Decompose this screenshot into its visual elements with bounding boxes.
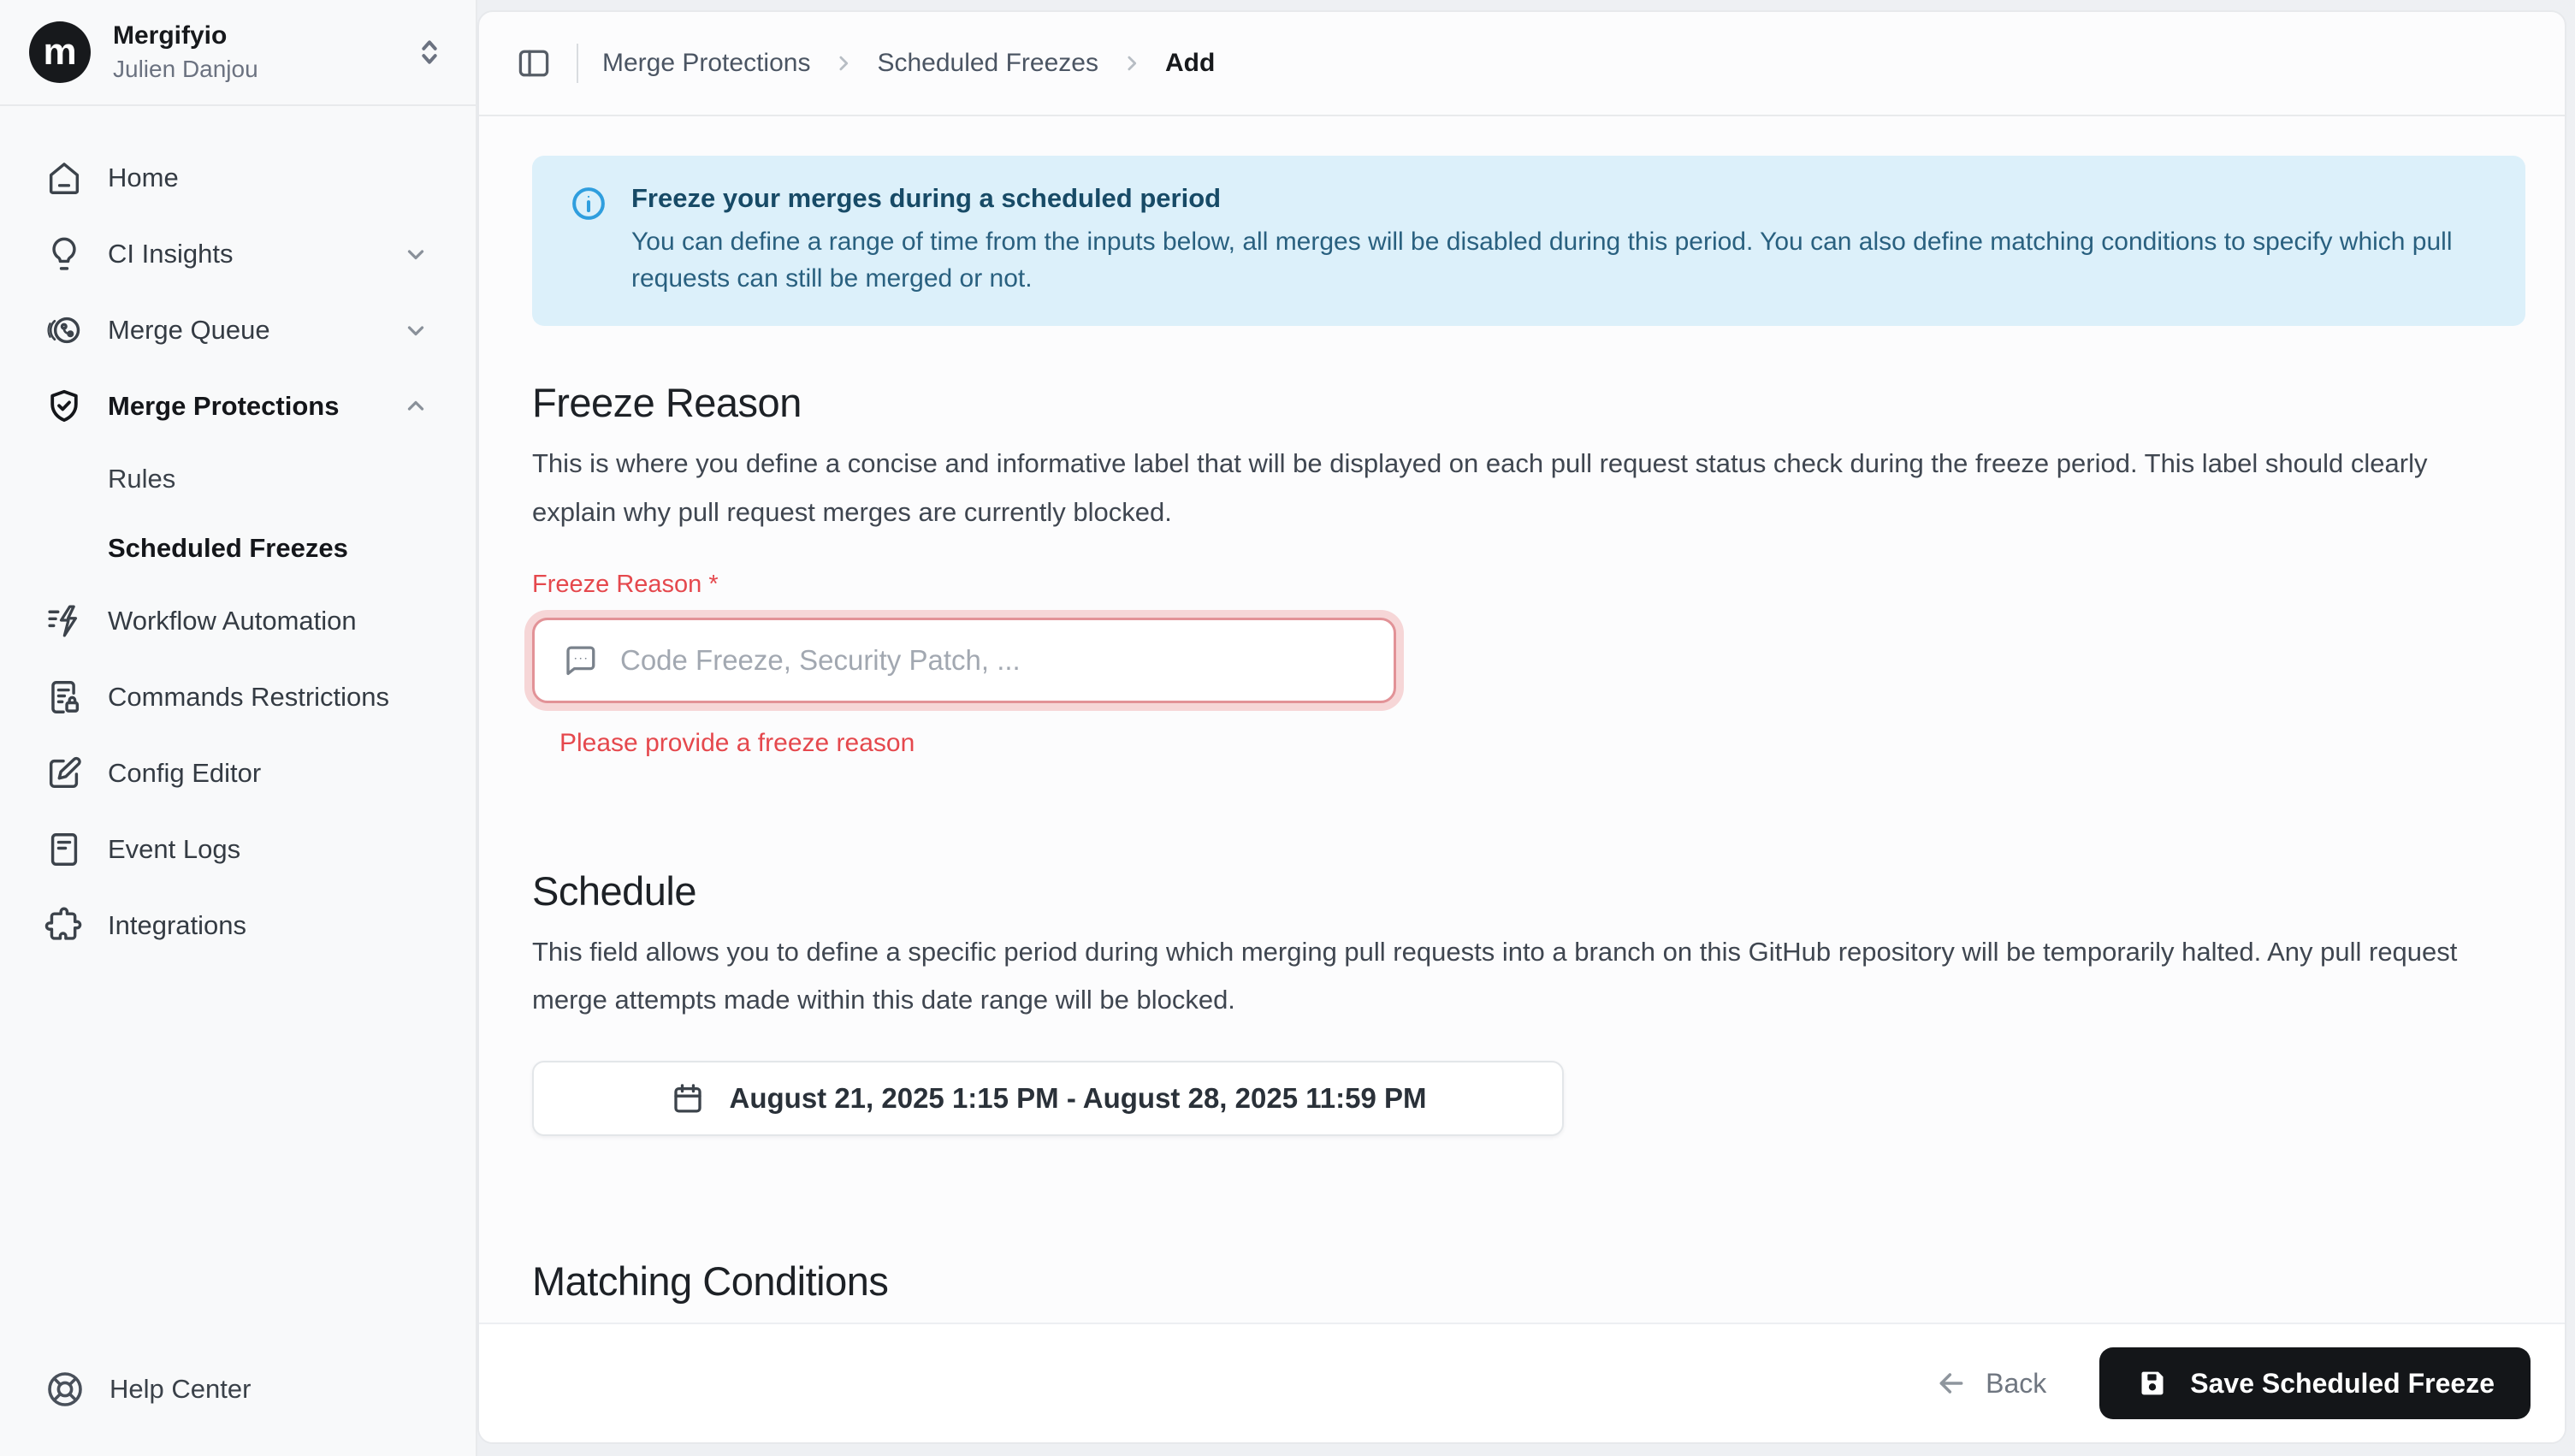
merge-queue-icon xyxy=(44,311,84,350)
page-content xyxy=(479,116,2565,1442)
sidebar-toggle-button[interactable] xyxy=(515,44,553,82)
schedule-title: Schedule xyxy=(532,868,696,914)
mergify-logo: m xyxy=(29,21,91,83)
sidebar-item-label: Config Editor xyxy=(108,758,262,788)
puzzle-icon xyxy=(44,906,84,945)
breadcrumb-current: Add xyxy=(1164,49,1216,77)
freeze-reason-input[interactable] xyxy=(620,644,1366,677)
sidebar-item-workflow-automation[interactable] xyxy=(21,587,455,655)
back-button[interactable] xyxy=(1934,1366,2046,1400)
org-name: Mergifyio xyxy=(113,21,228,50)
document-lines-icon xyxy=(44,830,84,869)
breadcrumb-scheduled-freezes[interactable]: Scheduled Freezes xyxy=(877,49,1098,77)
lifebuoy-icon xyxy=(44,1369,86,1410)
calendar-icon xyxy=(670,1080,706,1116)
freeze-reason-title: Freeze Reason xyxy=(532,380,802,426)
chevron-up-icon xyxy=(400,391,431,422)
sidebar xyxy=(0,0,477,1456)
sidebar-item-label: Merge Queue xyxy=(108,315,270,345)
main-panel xyxy=(477,10,2566,1444)
lightbulb-icon xyxy=(44,234,84,274)
save-label: Save Scheduled Freeze xyxy=(2190,1367,2495,1399)
schedule-description: This field allows you to define a specific period during which merging pull requests into a branch on this GitHub repository will be temporarily halted. Any pull request merge attempts made within this date range will be blocked. xyxy=(532,937,2458,1015)
sidebar-item-label: Scheduled Freezes xyxy=(108,533,348,563)
chevron-down-icon xyxy=(400,315,431,346)
matching-conditions-title: Matching Conditions xyxy=(532,1258,889,1304)
breadcrumb xyxy=(602,49,1215,78)
save-icon xyxy=(2135,1366,2170,1400)
sidebar-nav xyxy=(0,106,476,1353)
breadcrumb-bar xyxy=(479,12,2565,116)
sidebar-item-label: Workflow Automation xyxy=(108,606,357,636)
back-label: Back xyxy=(1986,1367,2047,1399)
freeze-reason-section xyxy=(532,379,2524,758)
info-banner xyxy=(532,156,2525,326)
date-range-button[interactable] xyxy=(532,1061,1564,1136)
help-center-label: Help Center xyxy=(110,1374,252,1404)
chevron-right-icon xyxy=(1119,50,1145,76)
document-lock-icon xyxy=(44,678,84,717)
sidebar-item-commands-restrictions[interactable] xyxy=(21,663,455,731)
sidebar-item-label: Rules xyxy=(108,464,176,494)
workflow-zap-icon xyxy=(44,601,84,641)
sidebar-item-event-logs[interactable] xyxy=(21,815,455,884)
freeze-reason-input-wrap xyxy=(532,618,1396,703)
org-switcher[interactable] xyxy=(0,0,476,106)
date-range-label: August 21, 2025 1:15 PM - August 28, 2025 11:59 PM xyxy=(729,1081,1427,1114)
shield-check-icon xyxy=(44,387,84,426)
freeze-reason-description: This is where you define a concise and informative label that will be displayed on each pull request status check during the freeze period. This label should clearly explain why pull request merges are currently blocked. xyxy=(532,448,2428,527)
help-center-row xyxy=(0,1353,476,1456)
banner-body: You can define a range of time from the inputs below, all merges will be disabled during this period. You can also define matching conditions to specify which pull requests can still be merged or not. xyxy=(631,228,2453,293)
sidebar-item-ci-insights[interactable] xyxy=(21,220,455,288)
chevron-up-down-icon xyxy=(412,35,447,69)
freeze-reason-error: Please provide a freeze reason xyxy=(559,729,915,757)
sidebar-item-merge-protections[interactable] xyxy=(21,372,455,441)
sidebar-item-label: Commands Restrictions xyxy=(108,682,390,712)
info-icon xyxy=(570,185,607,297)
sidebar-item-rules[interactable] xyxy=(21,448,455,510)
breadcrumb-merge-protections[interactable]: Merge Protections xyxy=(602,49,811,77)
banner-title: Freeze your merges during a scheduled period xyxy=(631,183,1222,213)
edit-square-icon xyxy=(44,754,84,793)
action-footer xyxy=(479,1323,2565,1442)
save-scheduled-freeze-button[interactable] xyxy=(2099,1347,2531,1419)
divider xyxy=(577,44,578,83)
sidebar-item-config-editor[interactable] xyxy=(21,739,455,808)
org-user: Julien Danjou xyxy=(113,56,258,82)
sidebar-item-label: Event Logs xyxy=(108,834,241,864)
sidebar-item-label: Integrations xyxy=(108,910,246,940)
sidebar-item-scheduled-freezes[interactable] xyxy=(21,518,455,579)
home-icon xyxy=(44,158,84,198)
chevron-down-icon xyxy=(400,239,431,269)
arrow-left-icon xyxy=(1934,1366,1968,1400)
chevron-right-icon xyxy=(831,50,856,76)
sidebar-item-label: CI Insights xyxy=(108,239,234,269)
sidebar-item-label: Home xyxy=(108,163,179,192)
sidebar-item-integrations[interactable] xyxy=(21,891,455,960)
sidebar-item-home[interactable] xyxy=(21,144,455,212)
help-center-button[interactable] xyxy=(21,1353,455,1425)
sidebar-item-merge-queue[interactable] xyxy=(21,296,455,364)
freeze-reason-field-label: Freeze Reason * xyxy=(532,571,719,598)
schedule-section xyxy=(532,867,2524,1136)
sidebar-item-label: Merge Protections xyxy=(108,391,340,421)
message-bubble-icon xyxy=(562,642,598,678)
